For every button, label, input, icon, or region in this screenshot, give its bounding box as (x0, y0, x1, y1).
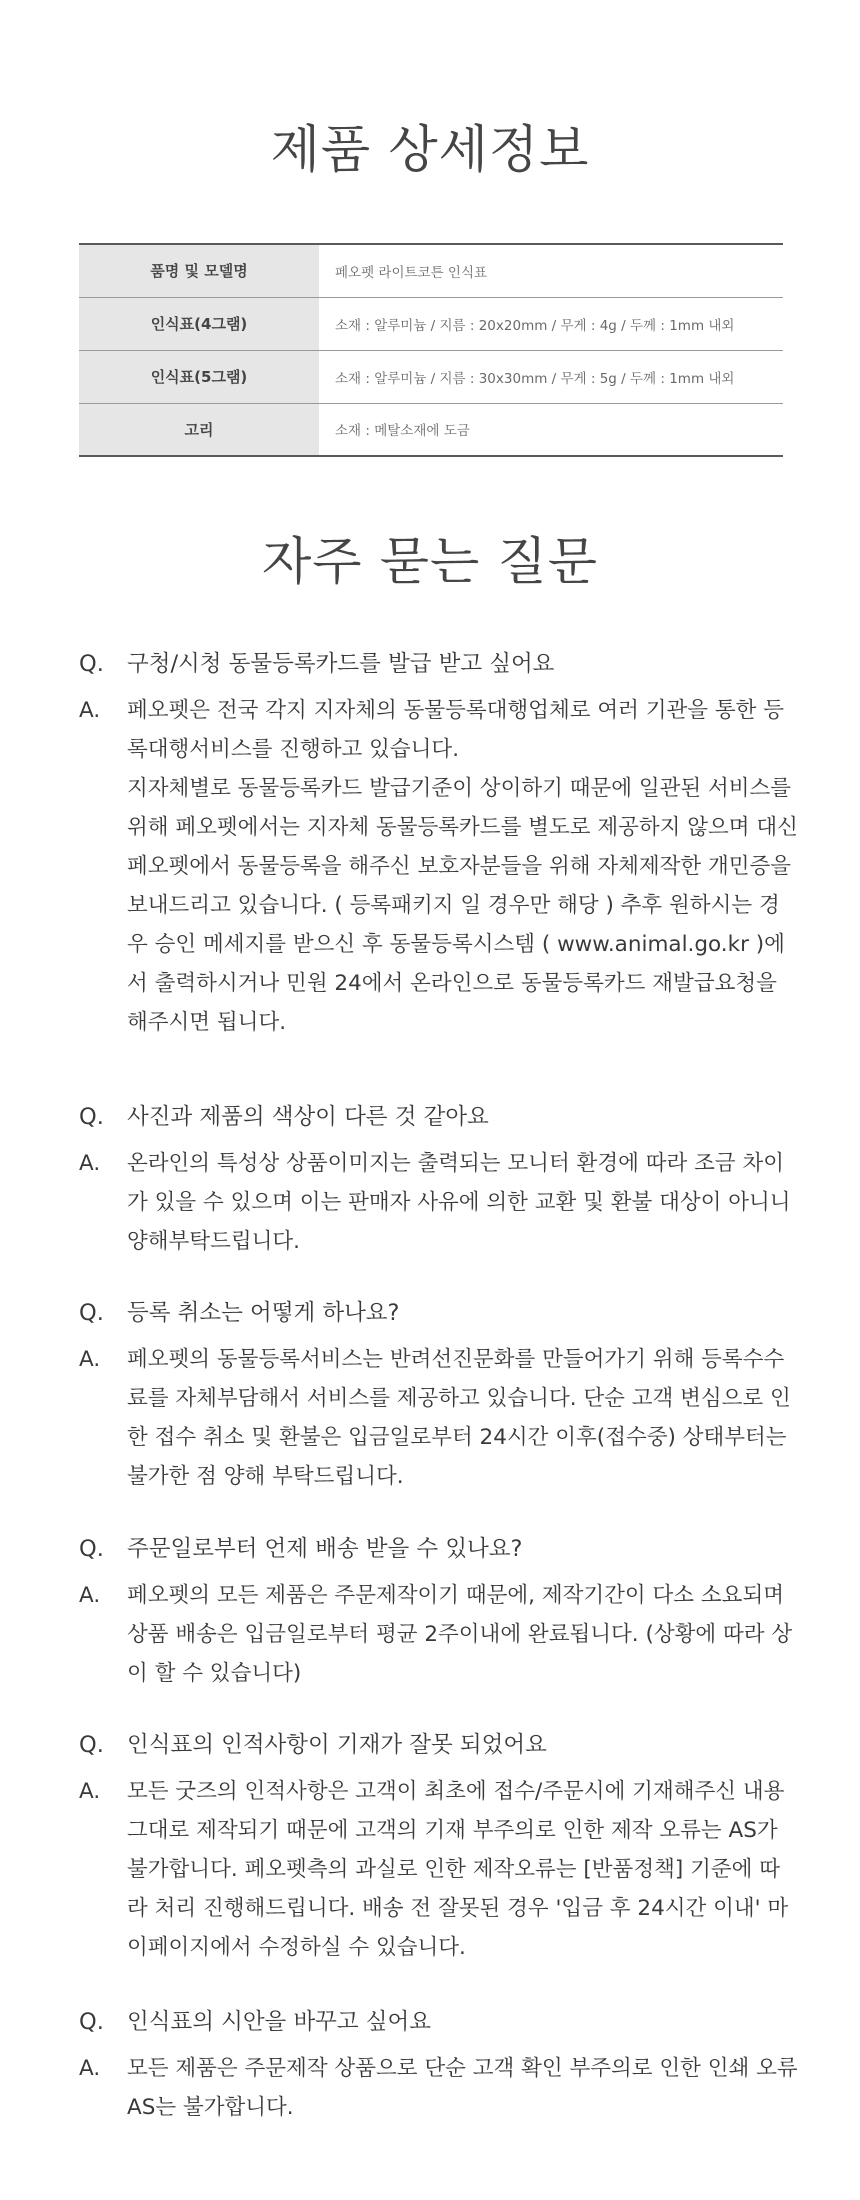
question-mark: Q. (79, 1300, 104, 1326)
spec-row (79, 350, 783, 403)
faq-item (79, 1296, 799, 1496)
faq-answer (79, 1340, 799, 1496)
spec-row (79, 297, 783, 350)
faq-question (79, 2005, 799, 2039)
answer-paragraph: 모든 제품은 주문제작 상품으로 단순 고객 확인 부주의로 인한 인쇄 오류 AS는 불가합니다. (127, 2056, 798, 2120)
answer-text (127, 1340, 799, 1496)
spec-value: 소재 : 메탈소재에 도금 (335, 423, 470, 440)
spec-label: 고리 (79, 403, 319, 456)
faq-question (79, 1100, 799, 1134)
faq-question (79, 1728, 799, 1762)
answer-paragraph: 지자체별로 동물등록카드 발급기준이 상이하기 때문에 일관된 서비스를 위해 페오펫에서는 지자체 동물등록카드를 별도로 제공하지 않으며 대신 페오펫에서 동물등록을 해주신 보호자분들을 위해 자체제작한 개민증을 보내드리고 있습니다. ( 등록패키지 일 경우만 해당 ) 추후 원하시는 경우 승인 메세지를 받으신 후 동물등록시스템 ( www.animal.go.kr )에서 출력하시거나 민원 24에서 온라인으로 동물등록카드 재발급요청을 해주시면 됩니다. (127, 776, 798, 1035)
answer-text (127, 691, 799, 1042)
spec-label: 품명 및 모델명 (79, 244, 319, 297)
spec-label: 인식표(5그램) (79, 350, 319, 403)
faq-answer (79, 1772, 799, 1967)
question-mark: Q. (79, 651, 104, 677)
question-text: 인식표의 시안을 바꾸고 싶어요 (127, 2009, 432, 2035)
question-text: 주문일로부터 언제 배송 받을 수 있나요? (127, 1536, 523, 1562)
product-detail-title: 제품 상세정보 (270, 121, 590, 180)
answer-paragraph: 페오펫의 동물등록서비스는 반려선진문화를 만들어가기 위해 등록수수료를 자체부담해서 서비스를 제공하고 있습니다. 단순 고객 변심으로 인한 접수 취소 및 환불은 입금일로부터 24시간 이후(접수중) 상태부터는 불가한 점 양해 부탁드립니다. (127, 1347, 791, 1489)
faq-title: 자주 묻는 질문 (261, 533, 599, 592)
spec-value: 소재 : 알루미늄 / 지름 : 30x30mm / 무게 : 5g / 두께 : 1mm 내외 (335, 370, 735, 387)
answer-mark: A. (79, 1583, 101, 1608)
answer-mark: A. (79, 1347, 101, 1372)
spec-label: 인식표(4그램) (79, 297, 319, 350)
answer-text (127, 1772, 799, 1967)
spec-row (79, 244, 783, 297)
faq-item (79, 2005, 799, 2127)
faq-item (79, 1100, 799, 1261)
question-mark: Q. (79, 1732, 104, 1758)
faq-answer (79, 1576, 799, 1693)
faq-item (79, 647, 799, 1042)
question-mark: Q. (79, 1536, 104, 1562)
faq-question (79, 647, 799, 681)
question-mark: Q. (79, 1104, 104, 1130)
spec-value: 페오펫 라이트코튼 인식표 (335, 264, 488, 281)
answer-text (127, 1576, 799, 1693)
faq-item (79, 1532, 799, 1693)
spec-value: 소재 : 알루미늄 / 지름 : 20x20mm / 무게 : 4g / 두께 : 1mm 내외 (335, 317, 735, 334)
question-text: 구청/시청 동물등록카드를 발급 받고 싶어요 (127, 651, 555, 677)
answer-text (127, 1144, 799, 1261)
answer-paragraph: 페오펫의 모든 제품은 주문제작이기 때문에, 제작기간이 다소 소요되며 상품 배송은 입금일로부터 평균 2주이내에 완료됩니다. (상황에 따라 상이 할 수 있습니다) (127, 1583, 793, 1686)
answer-paragraph: 모든 굿즈의 인적사항은 고객이 최초에 접수/주문시에 기재해주신 내용 그대로 제작되기 때문에 고객의 기재 부주의로 인한 제작 오류는 AS가 불가합니다. 페오펫측의 과실로 인한 제작오류는 [반품정책] 기준에 따라 처리 진행해드립니다. 배송 전 잘못된 경우 '입금 후 24시간 이내' 마이페이지에서 수정하실 수 있습니다. (127, 1779, 789, 1960)
faq-item (79, 1728, 799, 1967)
question-text: 사진과 제품의 색상이 다른 것 같아요 (127, 1104, 489, 1130)
faq-answer (79, 1144, 799, 1261)
spec-row (79, 403, 783, 456)
answer-mark: A. (79, 2056, 101, 2081)
faq-question (79, 1532, 799, 1566)
faq-question (79, 1296, 799, 1330)
answer-mark: A. (79, 1151, 101, 1176)
question-text: 인식표의 인적사항이 기재가 잘못 되었어요 (127, 1732, 547, 1758)
question-mark: Q. (79, 2009, 104, 2035)
answer-mark: A. (79, 1779, 101, 1804)
faq-answer (79, 2049, 799, 2127)
product-spec-table (79, 243, 783, 457)
answer-mark: A. (79, 698, 101, 723)
answer-paragraph: 페오펫은 전국 각지 지자체의 동물등록대행업체로 여러 기관을 통한 등록대행서비스를 진행하고 있습니다. (127, 698, 784, 762)
question-text: 등록 취소는 어떻게 하나요? (127, 1300, 400, 1326)
answer-paragraph: 온라인의 특성상 상품이미지는 출력되는 모니터 환경에 따라 조금 차이가 있을 수 있으며 이는 판매자 사유에 의한 교환 및 환불 대상이 아니니 양해부탁드립니다. (127, 1151, 791, 1254)
answer-text (127, 2049, 799, 2127)
faq-answer (79, 691, 799, 1042)
